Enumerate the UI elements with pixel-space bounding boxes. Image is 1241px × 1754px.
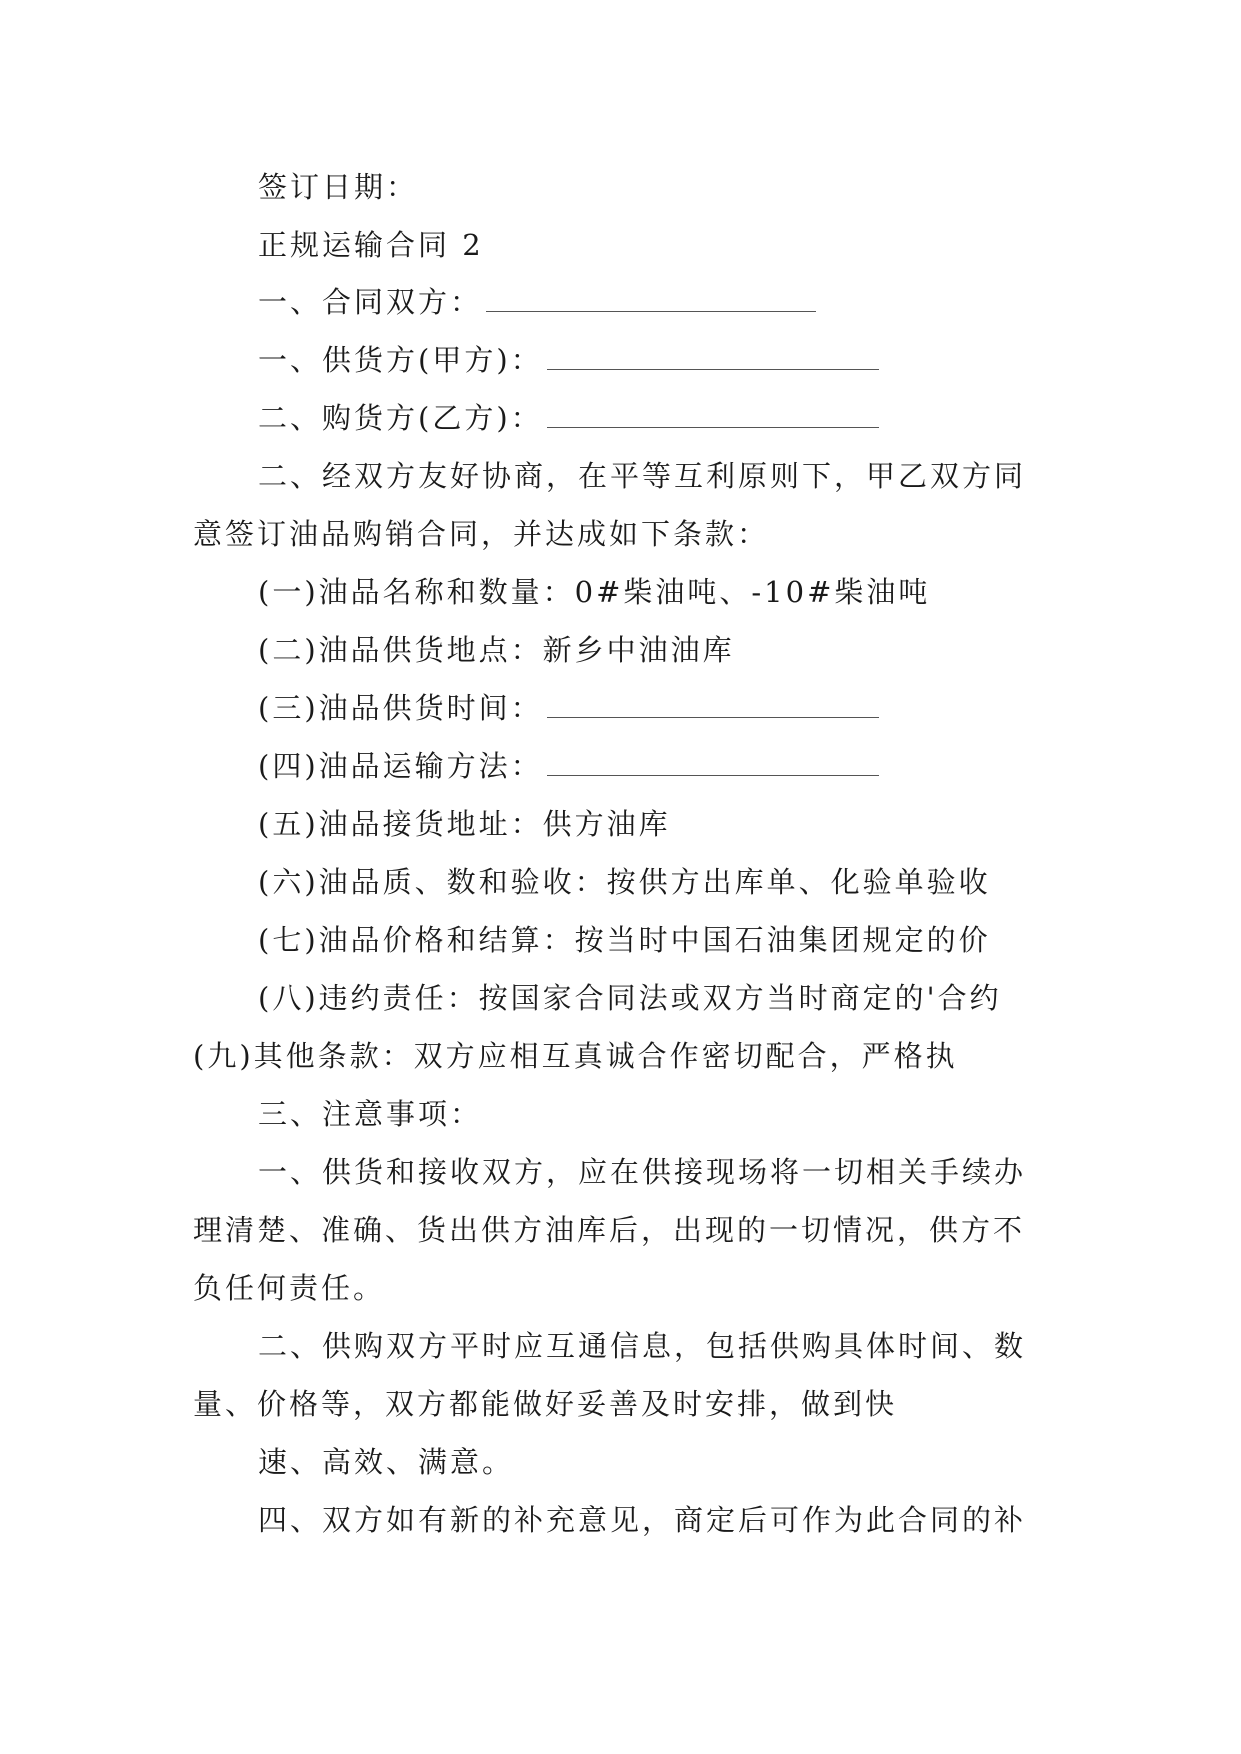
fill-in-blank xyxy=(547,369,879,370)
clause-line xyxy=(258,690,879,726)
line-text: (九)其他条款：双方应相互真诚合作密切配合，严格执 xyxy=(193,1039,958,1073)
line-text: (二)油品供货地点：新乡中油油库 xyxy=(258,633,735,667)
line-text: 量、价格等，双方都能做好妥善及时安排，做到快 xyxy=(193,1387,898,1421)
paragraph-line xyxy=(258,1154,1026,1190)
clause-line xyxy=(193,1038,958,1074)
line-text: (八)违约责任：按国家合同法或双方当时商定的'合约 xyxy=(258,981,1002,1015)
line-text: (一)油品名称和数量：0#柴油吨、-10#柴油吨 xyxy=(258,575,931,609)
line-text: (五)油品接货地址：供方油库 xyxy=(258,807,671,841)
line-text: (六)油品质、数和验收：按供方出库单、化验单验收 xyxy=(258,865,991,899)
line-text: 理清楚、准确、货出供方油库后，出现的一切情况，供方不 xyxy=(193,1213,1026,1247)
paragraph-line xyxy=(193,1212,1025,1248)
fill-in-blank xyxy=(547,427,879,428)
clause-line xyxy=(258,748,879,784)
paragraph-line xyxy=(193,1270,385,1306)
contract-parties-line xyxy=(258,284,816,320)
fill-in-blank xyxy=(547,717,879,718)
paragraph-line xyxy=(258,1444,514,1480)
line-text: (三)油品供货时间： xyxy=(258,691,543,725)
clause-line xyxy=(258,632,735,668)
line-text: 速、高效、满意。 xyxy=(258,1445,515,1479)
clause-line xyxy=(258,980,1002,1016)
line-text: 二、经双方友好协商，在平等互利原则下，甲乙双方同 xyxy=(258,459,1027,493)
line-text: 正规运输合同 2 xyxy=(258,228,484,262)
contract-title xyxy=(258,227,484,263)
line-text: 四、双方如有新的补充意见，商定后可作为此合同的补 xyxy=(258,1503,1027,1537)
line-text: 二、购货方(乙方)： xyxy=(258,401,543,435)
line-text: 意签订油品购销合同，并达成如下条款： xyxy=(193,517,770,551)
clause-line xyxy=(258,864,991,900)
supplier-line xyxy=(258,342,879,378)
signing-date-line xyxy=(258,169,418,205)
line-text: 一、合同双方： xyxy=(258,285,483,319)
paragraph-line xyxy=(258,458,1026,494)
paragraph-line xyxy=(258,1328,1026,1364)
line-text: 签订日期： xyxy=(258,170,419,204)
fill-in-blank xyxy=(547,775,879,776)
line-text: 一、供货方(甲方)： xyxy=(258,343,543,377)
fill-in-blank xyxy=(486,311,816,312)
line-text: 负任何责任。 xyxy=(193,1271,386,1305)
line-text: 二、供购双方平时应互通信息，包括供购具体时间、数 xyxy=(258,1329,1027,1363)
section-heading xyxy=(258,1096,482,1132)
clause-line xyxy=(258,922,991,958)
line-text: (七)油品价格和结算：按当时中国石油集团规定的价 xyxy=(258,923,991,957)
paragraph-line xyxy=(258,1502,1026,1538)
line-text: 一、供货和接收双方，应在供接现场将一切相关手续办 xyxy=(258,1155,1027,1189)
clause-line xyxy=(258,574,930,610)
line-text: (四)油品运输方法： xyxy=(258,749,543,783)
buyer-line xyxy=(258,400,879,436)
clause-line xyxy=(258,806,671,842)
line-text: 三、注意事项： xyxy=(258,1097,483,1131)
paragraph-line xyxy=(193,1386,897,1422)
paragraph-line xyxy=(193,516,769,552)
